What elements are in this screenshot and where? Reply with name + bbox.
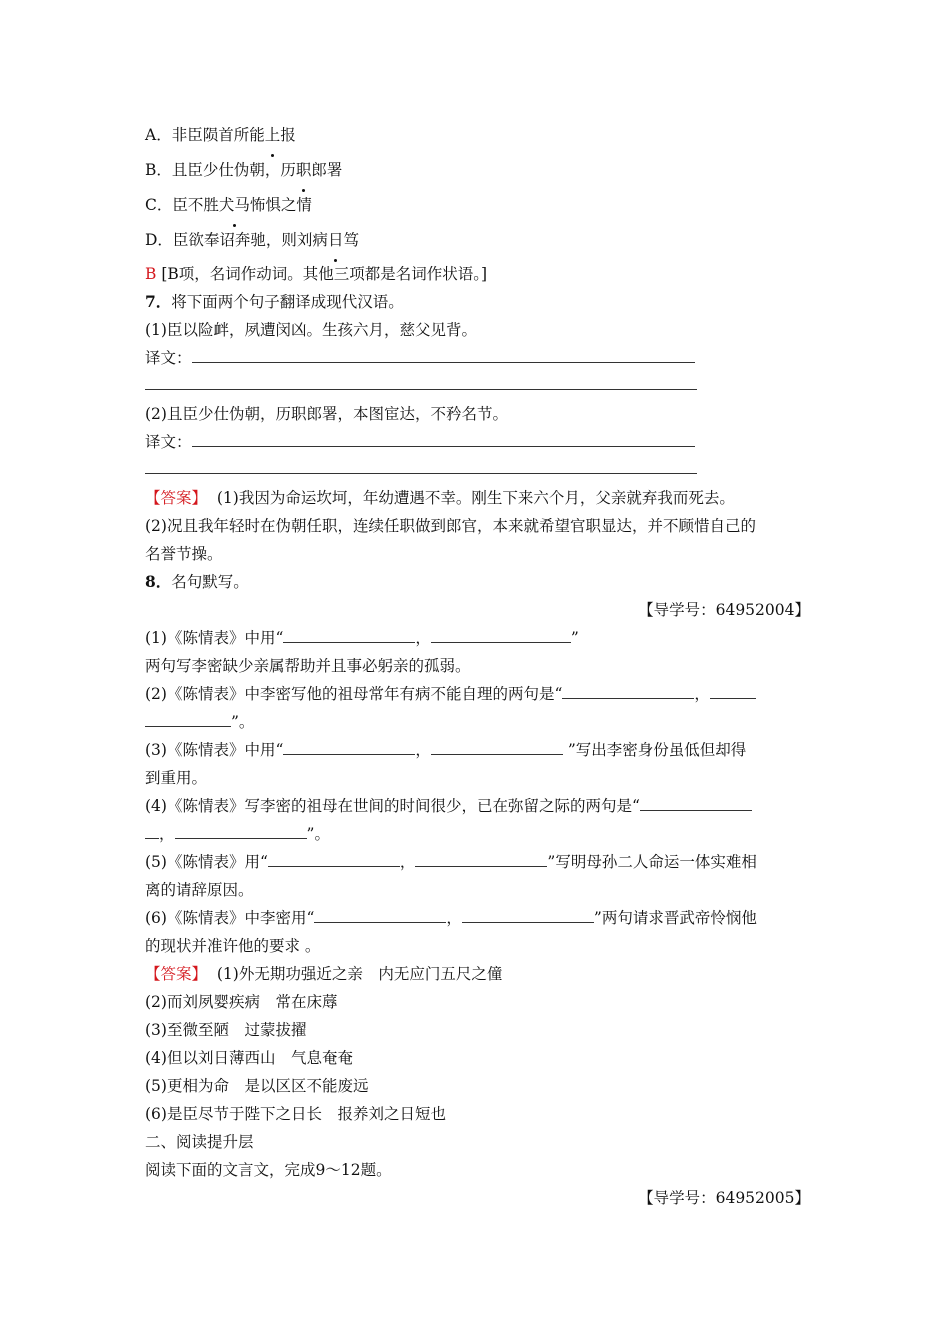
- q7-answer-2: (2)况且我年轻时在伪朝任职，连续任职做到郎官，本来就希望官职显达，并不顾惜自己的: [145, 517, 756, 535]
- fill-blank[interactable]: [462, 904, 594, 923]
- option-text: 郎署: [311, 161, 343, 179]
- q8-answer-1: [145, 960, 810, 988]
- section-title: 二、阅读提升层: [145, 1133, 254, 1151]
- fill-blank[interactable]: [431, 624, 571, 643]
- q8-item-6-cont: 的现状并准许他的要求 。: [145, 937, 321, 955]
- fill-blank[interactable]: [640, 792, 752, 811]
- option-text: D．臣欲奉诏奔驰，则刘病: [145, 231, 328, 249]
- fill-blank[interactable]: [710, 680, 756, 699]
- q7-sentence-1: (1)臣以险衅，夙遭闵凶。生孩六月，慈父见背。: [145, 321, 477, 339]
- q8-item-1: (1)《陈情表》中用“ ， ”: [145, 624, 810, 652]
- emphasis-char: 日: [328, 223, 344, 258]
- q8-item-5-cont: 离的请辞原因。: [145, 881, 254, 899]
- q8-answer-5: (5)更相为命 是以区区不能废远: [145, 1077, 369, 1095]
- q8-item-5: (5)《陈情表》用“ ， ”写明母孙二人命运一体实难相: [145, 848, 810, 876]
- q8-answer-3: (3)至微至陋 过蒙拔擢: [145, 1021, 307, 1039]
- q8-answer-6: (6)是臣尽节于陛下之日长 报养刘之日短也: [145, 1105, 446, 1123]
- answer-blank[interactable]: [192, 344, 695, 363]
- q8-stem: [145, 568, 810, 596]
- emphasis-char: 犬马: [219, 188, 250, 223]
- section-intro: 阅读下面的文言文，完成9～12题。: [145, 1161, 392, 1179]
- q7-answer-1: [145, 484, 810, 512]
- answer-explanation: [B项，名词作动词。其他三项都是名词作状语。]: [161, 265, 488, 283]
- q8-item-6: (6)《陈情表》中李密用“ ， ”两句请求晋武帝怜悯他: [145, 904, 810, 932]
- question-stem: 将下面两个句子翻译成现代汉语。: [171, 293, 404, 311]
- q8-item-2-cont: ”。: [145, 708, 810, 736]
- emphasis-char: 职: [296, 153, 312, 188]
- answer-text: (1)外无期功强近之亲 内无应门五尺之僮: [216, 965, 503, 983]
- q7-translation-2-cont: [145, 456, 810, 484]
- question-number: 7．: [145, 292, 172, 311]
- answer-blank[interactable]: [145, 372, 697, 390]
- q8-item-1-cont: 两句写李密缺少亲属帮助并且事必躬亲的孤弱。: [145, 657, 471, 675]
- guide-number: 【导学号：64952004】: [638, 601, 810, 619]
- option-text: 怖惧之情: [249, 196, 312, 214]
- q7-translation-1: [145, 344, 810, 372]
- fill-blank[interactable]: [175, 820, 307, 839]
- fill-blank[interactable]: [145, 708, 231, 727]
- question-stem: 名句默写。: [171, 573, 249, 591]
- option-c: [145, 188, 810, 223]
- answer-tag: 【答案】: [145, 489, 208, 507]
- q7-sentence-2: (2)且臣少仕伪朝，历职郎署，本图宦达，不矜名节。: [145, 405, 508, 423]
- option-text: 报: [280, 126, 296, 144]
- q8-answer-4: (4)但以刘日薄西山 气息奄奄: [145, 1049, 353, 1067]
- fill-blank[interactable]: [283, 736, 415, 755]
- option-b: [145, 153, 810, 188]
- q8-item-2: (2)《陈情表》中李密写他的祖母常年有病不能自理的两句是“ ，: [145, 680, 810, 708]
- q7-translation-2: [145, 428, 810, 456]
- q8-item-3: (3)《陈情表》中用“ ， ”写出李密身份虽低但却得: [145, 736, 810, 764]
- q7-answer-2-cont: 名誉节操。: [145, 545, 223, 563]
- option-text: 笃: [343, 231, 359, 249]
- q8-item-3-cont: 到重用。: [145, 769, 208, 787]
- q6-answer: [145, 260, 810, 288]
- option-text: B．且臣少仕伪朝，历: [145, 161, 296, 179]
- answer-letter: B: [145, 265, 157, 283]
- q8-item-4: (4)《陈情表》写李密的祖母在世间的时间很少，已在弥留之际的两句是“: [145, 792, 810, 820]
- fill-blank[interactable]: [283, 624, 415, 643]
- answer-blank[interactable]: [145, 456, 697, 474]
- question-number: 8．: [145, 572, 172, 591]
- answer-tag: 【答案】: [145, 965, 208, 983]
- option-d: [145, 223, 810, 258]
- q8-answer-2: (2)而刘夙婴疾病 常在床蓐: [145, 993, 338, 1011]
- fill-blank[interactable]: [415, 848, 547, 867]
- fill-blank[interactable]: [145, 820, 159, 839]
- emphasis-char: 上: [265, 118, 281, 153]
- q7-translation-1-cont: [145, 372, 810, 400]
- document-page: [145, 118, 810, 1212]
- option-text: C．臣不胜: [145, 196, 219, 214]
- answer-text: (1)我因为命运坎坷，年幼遭遇不幸。刚生下来六个月，父亲就弃我而死去。: [216, 489, 735, 507]
- answer-blank[interactable]: [192, 428, 695, 447]
- fill-blank[interactable]: [431, 736, 563, 755]
- translation-label: 译文：: [145, 433, 192, 451]
- q7-stem: [145, 288, 810, 316]
- option-text: A．非臣陨首所能: [145, 126, 265, 144]
- option-a: [145, 118, 810, 153]
- guide-number: 【导学号：64952005】: [638, 1189, 810, 1207]
- fill-blank[interactable]: [268, 848, 400, 867]
- translation-label: 译文：: [145, 349, 192, 367]
- fill-blank[interactable]: [562, 680, 694, 699]
- q8-item-4-cont: ， ”。: [145, 820, 810, 848]
- fill-blank[interactable]: [314, 904, 446, 923]
